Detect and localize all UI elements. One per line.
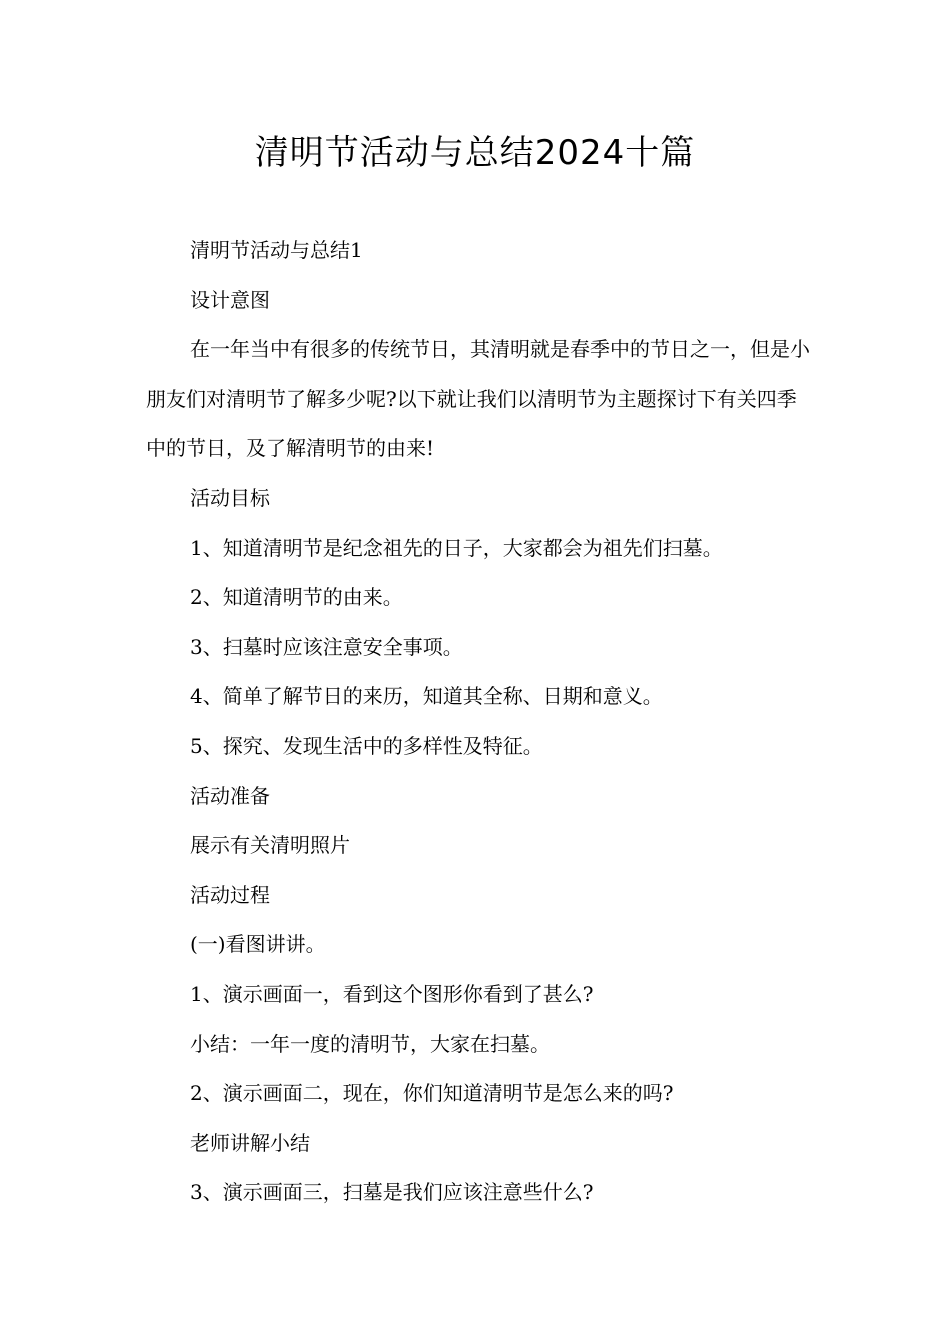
list-item: 1、知道清明节是纪念祖先的日子，大家都会为祖先们扫墓。 bbox=[190, 535, 723, 560]
list-item: 4、简单了解节日的来历，知道其全称、日期和意义。 bbox=[190, 684, 663, 709]
subsection-heading: 活动过程 bbox=[190, 882, 270, 907]
body-paragraph: 展示有关清明照片 bbox=[190, 833, 350, 858]
body-paragraph: (一)看图讲讲。 bbox=[190, 932, 326, 957]
list-item: 3、演示画面三，扫墓是我们应该注意些什么? bbox=[190, 1180, 594, 1205]
list-item: 1、演示画面一，看到这个图形你看到了甚么? bbox=[190, 981, 594, 1006]
document-title: 清明节活动与总结2024十篇 bbox=[254, 133, 696, 173]
list-item: 2、知道清明节的由来。 bbox=[190, 585, 403, 610]
subsection-heading: 设计意图 bbox=[190, 287, 270, 312]
list-item: 2、演示画面二，现在，你们知道清明节是怎么来的吗? bbox=[190, 1081, 674, 1106]
document-body bbox=[146, 226, 816, 1218]
list-item: 5、探究、发现生活中的多样性及特征。 bbox=[190, 733, 543, 758]
subsection-heading: 活动准备 bbox=[190, 783, 270, 808]
section-heading: 清明节活动与总结1 bbox=[190, 238, 363, 262]
subsection-heading: 活动目标 bbox=[190, 485, 270, 510]
list-item: 3、扫墓时应该注意安全事项。 bbox=[190, 634, 463, 659]
body-paragraph: 老师讲解小结 bbox=[190, 1130, 310, 1155]
body-paragraph: 在一年当中有很多的传统节日，其清明就是春季中的节日之一，但是小朋友们对清明节了解多少呢?以下就让我们以清明节为主题探讨下有关四季中的节日，及了解清明节的由来! bbox=[146, 337, 810, 461]
body-paragraph: 小结：一年一度的清明节，大家在扫墓。 bbox=[190, 1031, 550, 1056]
